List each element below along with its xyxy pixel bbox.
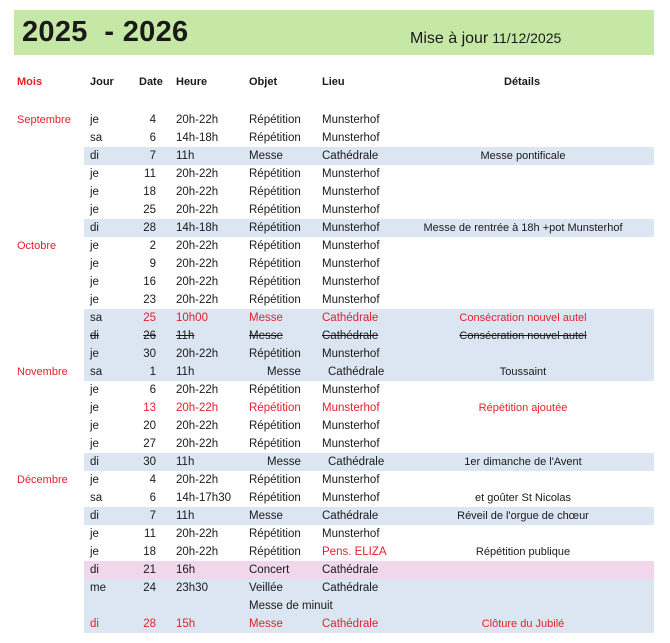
season-title: 2025 - 2026 xyxy=(22,16,189,48)
cell-lieu: Munsterhof xyxy=(322,528,380,540)
cell-jour: sa xyxy=(90,492,103,504)
update-label: Mise à jour xyxy=(410,30,489,47)
cell-heure: 23h30 xyxy=(176,582,208,594)
cell-lieu: Munsterhof xyxy=(322,492,380,504)
cell-heure: 11h xyxy=(176,330,195,342)
cell-heure: 20h-22h xyxy=(176,114,219,126)
header-mois: Mois xyxy=(17,76,43,88)
cell-heure: 20h-22h xyxy=(176,402,219,414)
cell-date: 25 xyxy=(143,204,156,216)
cell-jour: di xyxy=(90,222,99,234)
cell-lieu: Munsterhof xyxy=(322,348,380,360)
cell-date: 11 xyxy=(144,168,156,180)
cell-heure: 10h00 xyxy=(176,312,208,324)
cell-lieu: Munsterhof xyxy=(322,132,380,144)
cell-objet: Veillée xyxy=(249,582,283,594)
cell-lieu: Munsterhof xyxy=(322,438,380,450)
cell-date: 7 xyxy=(149,150,156,162)
cell-jour: sa xyxy=(90,312,103,324)
cell-objet: Messe xyxy=(249,510,283,522)
cell-jour: sa xyxy=(90,132,103,144)
header-heure: Heure xyxy=(176,76,208,88)
cell-lieu: Cathédrale xyxy=(322,150,379,162)
cell-details xyxy=(398,129,648,147)
header-lieu: Lieu xyxy=(322,76,345,88)
cell-jour: sa xyxy=(90,366,103,378)
cell-lieu: Munsterhof xyxy=(322,168,380,180)
cell-heure: 20h-22h xyxy=(176,420,219,432)
cell-details xyxy=(398,579,648,597)
cell-heure: 20h-22h xyxy=(176,528,219,540)
cell-lieu: Cathédrale xyxy=(322,564,379,576)
cell-jour: di xyxy=(90,456,99,468)
cell-heure: 20h-22h xyxy=(176,240,219,252)
cell-date: 24 xyxy=(143,582,156,594)
cell-objet: Répétition xyxy=(249,168,301,180)
cell-objet: Messe xyxy=(267,456,301,468)
cell-jour: je xyxy=(90,528,99,540)
cell-heure: 11h xyxy=(176,366,195,378)
cell-lieu: Munsterhof xyxy=(322,258,380,270)
cell-jour: je xyxy=(90,258,99,270)
month-octobre: Octobre xyxy=(17,240,57,252)
cell-lieu: Pens. ELIZA xyxy=(322,546,387,558)
cell-date: 4 xyxy=(149,114,156,126)
cell-objet: Répétition xyxy=(249,384,301,396)
cell-jour: je xyxy=(90,402,99,414)
cell-objet: Répétition xyxy=(249,240,301,252)
cell-jour: je xyxy=(90,384,99,396)
cell-lieu: Munsterhof xyxy=(322,276,380,288)
cell-details xyxy=(398,345,648,363)
cell-objet: Répétition xyxy=(249,186,301,198)
cell-heure: 14h-18h xyxy=(176,222,219,234)
cell-details xyxy=(398,255,648,273)
month-decembre: Décembre xyxy=(17,474,68,486)
cell-details: Toussaint xyxy=(499,366,547,378)
cell-heure: 14h-17h30 xyxy=(176,492,231,504)
cell-objet: Répétition xyxy=(249,294,301,306)
cell-objet: Messe xyxy=(249,312,283,324)
cell-objet: Répétition xyxy=(249,528,301,540)
header-details: Détails xyxy=(504,76,541,88)
cell-jour: di xyxy=(90,330,99,342)
cell-date: 11 xyxy=(144,528,156,540)
cell-lieu: Cathédrale xyxy=(322,330,379,342)
cell-objet: Répétition xyxy=(249,546,301,558)
cell-heure: 20h-22h xyxy=(176,546,219,558)
cell-lieu: Munsterhof xyxy=(322,402,380,414)
cell-details: 1er dimanche de l'Avent xyxy=(464,456,582,468)
cell-date: 7 xyxy=(149,510,156,522)
cell-details xyxy=(398,273,648,291)
cell-jour: je xyxy=(90,438,99,450)
cell-details xyxy=(398,561,648,579)
cell-date: 13 xyxy=(143,402,156,414)
cell-lieu: Munsterhof xyxy=(322,420,380,432)
cell-heure: 11h xyxy=(176,150,195,162)
cell-details: Consécration nouvel autel xyxy=(459,330,587,342)
cell-date: 20 xyxy=(143,420,156,432)
cell-details xyxy=(398,291,648,309)
cell-date: 25 xyxy=(143,312,156,324)
cell-heure: 16h xyxy=(176,564,196,576)
cell-jour: je xyxy=(90,186,99,198)
cell-objet: Répétition xyxy=(249,420,301,432)
update-date: 11/12/2025 xyxy=(492,30,562,46)
cell-date: 6 xyxy=(149,132,156,144)
cell-date: 9 xyxy=(149,258,156,270)
cell-date: 28 xyxy=(143,222,156,234)
cell-objet: Répétition xyxy=(249,348,301,360)
cell-details xyxy=(398,237,648,255)
cell-details xyxy=(398,165,648,183)
cell-objet: Répétition xyxy=(249,258,301,270)
cell-jour: me xyxy=(90,582,106,594)
cell-objet: Répétition xyxy=(249,474,301,486)
cell-lieu: Munsterhof xyxy=(322,294,380,306)
cell-jour: di xyxy=(90,564,99,576)
cell-details xyxy=(398,597,648,615)
cell-lieu: Cathédrale xyxy=(328,456,385,468)
cell-lieu: Cathédrale xyxy=(322,510,379,522)
cell-date: 30 xyxy=(143,456,156,468)
cell-objet: Répétition xyxy=(249,276,301,288)
cell-lieu: Munsterhof xyxy=(322,222,380,234)
cell-heure: 20h-22h xyxy=(176,348,219,360)
cell-objet: Messe de minuit xyxy=(249,600,333,612)
cell-objet: Messe xyxy=(249,330,283,342)
cell-lieu: Munsterhof xyxy=(322,384,380,396)
update-info xyxy=(410,30,561,48)
cell-details: Répétition ajoutée xyxy=(478,402,568,414)
cell-objet: Messe xyxy=(249,150,283,162)
cell-date: 2 xyxy=(149,240,156,252)
cell-date: 6 xyxy=(149,384,156,396)
month-novembre: Novembre xyxy=(17,366,68,378)
cell-heure: 20h-22h xyxy=(176,204,219,216)
cell-lieu: Cathédrale xyxy=(328,366,385,378)
cell-date: 18 xyxy=(143,546,156,558)
cell-heure: 20h-22h xyxy=(176,186,219,198)
header-objet: Objet xyxy=(249,76,278,88)
cell-date: 26 xyxy=(143,330,156,342)
cell-date: 4 xyxy=(149,474,156,486)
cell-lieu: Munsterhof xyxy=(322,240,380,252)
cell-details: Répétition publique xyxy=(475,546,571,558)
cell-heure: 20h-22h xyxy=(176,474,219,486)
cell-heure: 20h-22h xyxy=(176,276,219,288)
cell-lieu: Munsterhof xyxy=(322,186,380,198)
cell-heure: 20h-22h xyxy=(176,294,219,306)
cell-objet: Répétition xyxy=(249,222,301,234)
cell-heure: 11h xyxy=(176,456,195,468)
cell-heure: 15h xyxy=(176,618,196,630)
cell-jour: je xyxy=(90,204,99,216)
cell-heure: 20h-22h xyxy=(176,258,219,270)
cell-details: Clôture du Jubilé xyxy=(481,618,565,630)
cell-date: 16 xyxy=(143,276,156,288)
cell-jour: je xyxy=(90,348,99,360)
cell-details xyxy=(398,201,648,219)
title-banner xyxy=(14,10,654,55)
header-date: Date xyxy=(139,76,163,88)
cell-lieu: Cathédrale xyxy=(322,618,379,630)
cell-jour: je xyxy=(90,420,99,432)
cell-heure: 20h-22h xyxy=(176,438,219,450)
cell-details xyxy=(398,111,648,129)
cell-details: Réveil de l'orgue de chœur xyxy=(457,510,589,522)
cell-objet: Messe xyxy=(267,366,301,378)
header-jour: Jour xyxy=(90,76,114,88)
cell-objet: Messe xyxy=(249,618,283,630)
cell-jour: je xyxy=(90,276,99,288)
cell-date: 21 xyxy=(143,564,156,576)
cell-details xyxy=(398,183,648,201)
cell-lieu: Munsterhof xyxy=(322,114,380,126)
cell-date: 23 xyxy=(143,294,156,306)
cell-details: Consécration nouvel autel xyxy=(459,312,587,324)
cell-jour: je xyxy=(90,474,99,486)
cell-details xyxy=(398,435,648,453)
cell-lieu: Cathédrale xyxy=(322,312,379,324)
cell-details: Messe de rentrée à 18h +pot Munsterhof xyxy=(423,222,623,234)
cell-jour: je xyxy=(90,168,99,180)
cell-jour: di xyxy=(90,618,99,630)
cell-objet: Répétition xyxy=(249,492,301,504)
cell-date: 28 xyxy=(143,618,156,630)
cell-lieu: Munsterhof xyxy=(322,204,380,216)
cell-jour: je xyxy=(90,114,99,126)
cell-details xyxy=(398,381,648,399)
cell-details: Messe pontificale xyxy=(480,150,566,162)
cell-heure: 20h-22h xyxy=(176,168,219,180)
cell-details: et goûter St Nicolas xyxy=(475,492,571,504)
cell-date: 30 xyxy=(143,348,156,360)
cell-lieu: Munsterhof xyxy=(322,474,380,486)
cell-date: 6 xyxy=(149,492,156,504)
cell-lieu: Cathédrale xyxy=(322,582,379,594)
cell-date xyxy=(136,597,156,615)
cell-jour: di xyxy=(90,150,99,162)
cell-objet: Répétition xyxy=(249,132,301,144)
cell-details xyxy=(398,417,648,435)
cell-details xyxy=(398,525,648,543)
cell-objet: Répétition xyxy=(249,438,301,450)
cell-heure: 14h-18h xyxy=(176,132,219,144)
month-septembre: Septembre xyxy=(17,114,71,126)
cell-jour: je xyxy=(90,546,99,558)
cell-jour: je xyxy=(90,294,99,306)
cell-objet: Répétition xyxy=(249,114,301,126)
cell-date: 27 xyxy=(143,438,156,450)
cell-heure: 20h-22h xyxy=(176,384,219,396)
cell-heure: 11h xyxy=(176,510,195,522)
cell-date: 18 xyxy=(143,186,156,198)
cell-jour: di xyxy=(90,510,99,522)
cell-date: 1 xyxy=(149,366,156,378)
cell-details xyxy=(398,471,648,489)
cell-objet: Répétition xyxy=(249,204,301,216)
cell-jour: je xyxy=(90,240,99,252)
cell-objet: Répétition xyxy=(249,402,301,414)
cell-objet: Concert xyxy=(249,564,290,576)
